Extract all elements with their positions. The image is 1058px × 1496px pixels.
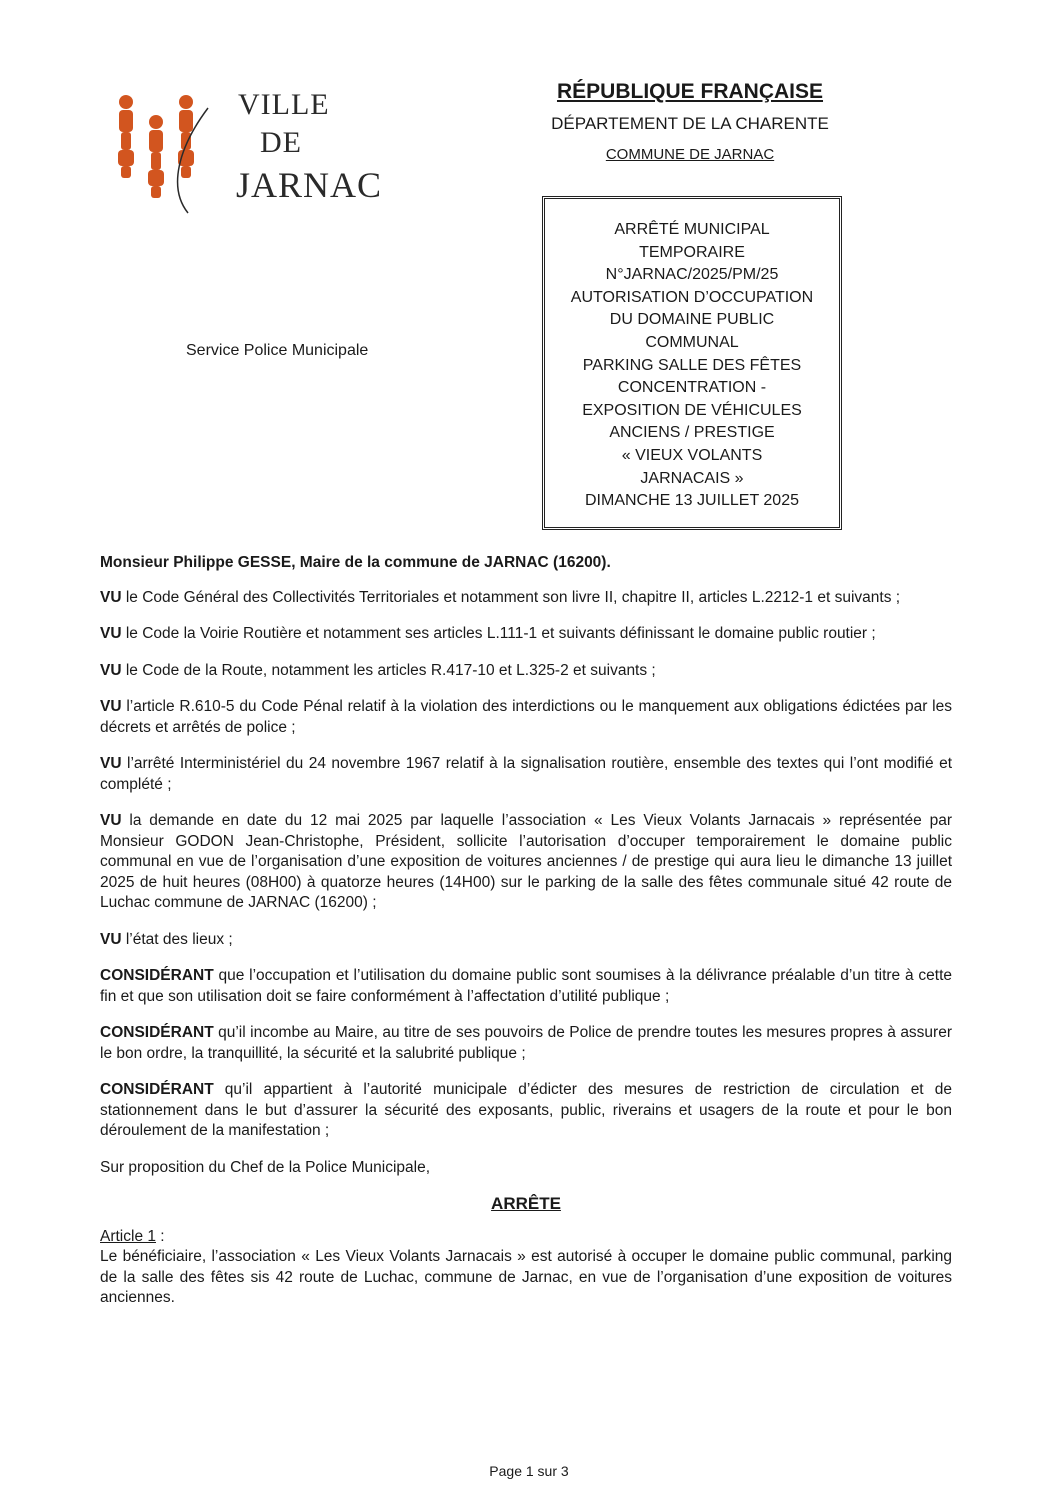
recital-text: l’arrêté Interministériel du 24 novembre 1967 relatif à la signalisation routière, ensemble des textes qui l’ont modifié et complété ; [100, 755, 952, 793]
recital-text: le Code la Voirie Routière et notamment ses articles L.111-1 et suivants définissant le domaine public routier ; [121, 625, 876, 642]
recital-text: le Code de la Route, notamment les articles R.417-10 et L.325-2 et suivants ; [121, 661, 656, 679]
title-line: PARKING SALLE DES FÊTES [582, 356, 802, 374]
recital-paragraph [100, 1080, 952, 1142]
title-line: JARNACAIS » [640, 469, 744, 487]
title-line: ARRÊTÉ MUNICIPAL [614, 221, 770, 238]
ville-de-jarnac-logo [108, 88, 388, 228]
recital-paragraph [100, 811, 952, 914]
decree-body [100, 553, 952, 1325]
recital-paragraph [100, 930, 952, 951]
recital-lead: VU [100, 812, 122, 829]
title-line: AUTORISATION D’OCCUPATION [570, 288, 814, 306]
recital-text: l’article R.610-5 du Code Pénal relatif à la violation des interdictions ou le manquement aux obligations édictées par les décrets et arrêtés de police ; [100, 698, 952, 736]
recital-text: la demande en date du 12 mai 2025 par laquelle l’association « Les Vieux Volants Jarnacais » représentée par Monsieur GODON Jean-Christophe, Président, sollicite l’autorisation d’occuper temporairement le domaine public communal en vue de l’organisation d’une exposition de voitures anciennes / de prestige qui aura lieu le dimanche 13 juillet 2025 de huit heures (08H00) à quatorze heures (14H00) sur le parking de la salle des fêtes communale situé 42 route de Luchac commune de JARNAC (16200) ; [100, 812, 952, 911]
title-line: CONCENTRATION - [617, 379, 767, 397]
recital-paragraph [100, 754, 952, 795]
logo-text-de: DE [260, 126, 302, 159]
article-1-heading [100, 1227, 952, 1248]
decree-title-box [542, 196, 842, 530]
recital-lead: VU [100, 698, 122, 715]
title-line: EXPOSITION DE VÉHICULES [582, 401, 802, 419]
recital-lead: VU [100, 588, 122, 606]
recital-text: qu’il appartient à l’autorité municipale d’édicter des mesures de restriction de circulation et de stationnement dans le but d’assurer la sécurité des exposants, public, riverains et usagers de la route et pour le bon déroulement de la manifestation ; [100, 1081, 952, 1139]
recital-lead: CONSIDÉRANT [100, 1024, 214, 1041]
recital-paragraph [100, 588, 952, 609]
header-institution [520, 80, 860, 163]
recital-lead: VU [100, 930, 122, 948]
title-line: ANCIENS / PRESTIGE [609, 424, 775, 442]
article-1-colon: : [156, 1227, 165, 1245]
arrete-heading: ARRÊTE [491, 1194, 561, 1213]
page-number: Page 1 sur 3 [489, 1463, 569, 1479]
recital-paragraph [100, 1023, 952, 1064]
article-1-text: Le bénéficiaire, l’association « Les Vieux Volants Jarnacais » est autorisé à occuper le domaine public communal, parking de la salle des fêtes sis 42 route de Luchac, commune de Jarnac, en vue de l’organisation d’une exposition de voitures anciennes. [100, 1248, 952, 1306]
title-line: TEMPORAIRE [639, 243, 745, 261]
department-heading: DÉPARTEMENT DE LA CHARENTE [551, 114, 829, 133]
recital-paragraph [100, 624, 952, 645]
title-line: N°JARNAC/2025/PM/25 [605, 266, 779, 284]
recital-lead: CONSIDÉRANT [100, 967, 214, 984]
logo-text-jarnac: JARNAC [236, 165, 383, 205]
recital-lead: VU [100, 625, 122, 642]
title-line: DU DOMAINE PUBLIC [609, 311, 775, 329]
recital-lead: VU [100, 755, 122, 772]
recital-text: le Code Général des Collectivités Territoriales et notamment son livre II, chapitre II, articles L.2212-1 et suivants ; [121, 588, 901, 606]
proposition-line: Sur proposition du Chef de la Police Municipale, [100, 1158, 430, 1176]
logo-text-ville: VILLE [238, 88, 330, 121]
recital-text: l’état des lieux ; [121, 930, 233, 948]
logo-figures-icon [108, 88, 218, 218]
recital-text: qu’il incombe au Maire, au titre de ses pouvoirs de Police de prendre toutes les mesures propres à assurer le bon ordre, la tranquillité, la sécurité et la salubrité publique ; [100, 1024, 952, 1062]
recital-paragraph [100, 661, 952, 682]
recital-paragraph [100, 697, 952, 738]
title-line: COMMUNAL [645, 333, 739, 351]
article-1-title: Article 1 [100, 1227, 156, 1245]
recital-text: que l’occupation et l’utilisation du domaine public sont soumises à la délivrance préalable d’un titre à cette fin et que son utilisation doit se faire conformément à l’affectation d’utilité publique ; [100, 967, 952, 1005]
recital-lead: VU [100, 661, 122, 679]
title-line: DIMANCHE 13 JUILLET 2025 [584, 492, 799, 510]
service-label: Service Police Municipale [186, 342, 369, 359]
commune-heading: COMMUNE DE JARNAC [605, 146, 775, 163]
recital-lead: CONSIDÉRANT [100, 1081, 214, 1098]
title-line: « VIEUX VOLANTS [621, 446, 763, 464]
republic-heading: RÉPUBLIQUE FRANÇAISE [556, 80, 824, 103]
recital-paragraph [100, 966, 952, 1007]
mayor-statement: Monsieur Philippe GESSE, Maire de la commune de JARNAC (16200). [100, 554, 611, 571]
